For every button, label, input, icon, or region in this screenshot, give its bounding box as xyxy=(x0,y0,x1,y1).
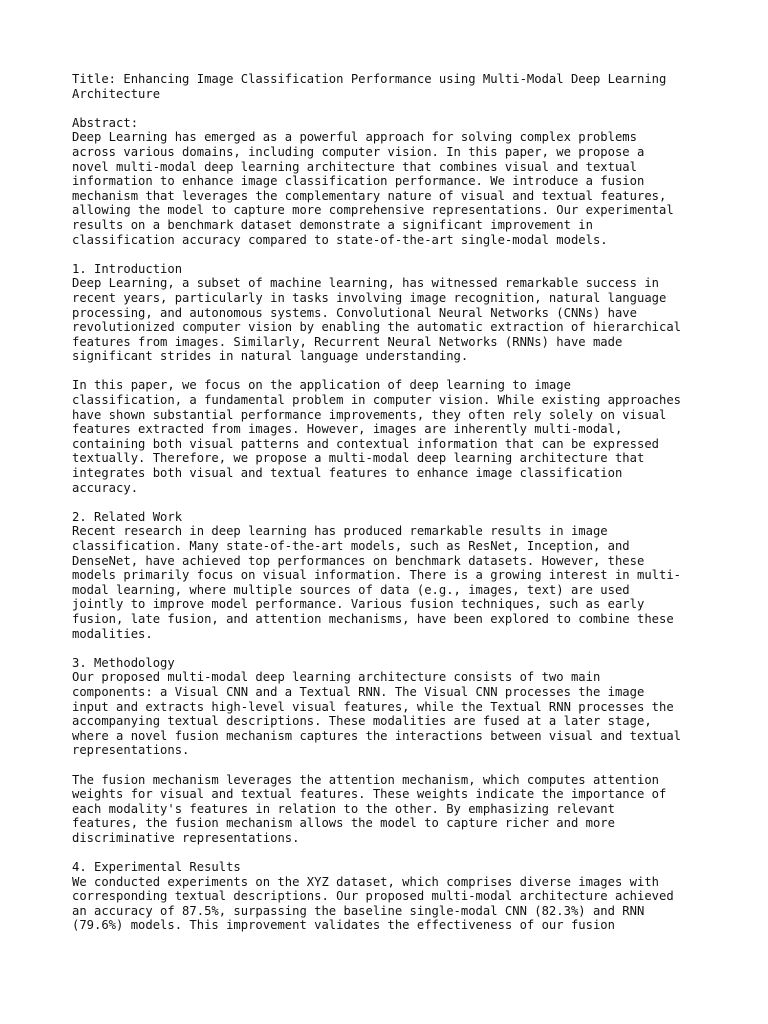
introduction-line: containing both visual patterns and contextual information that can be expressed xyxy=(72,436,659,451)
document-page xyxy=(72,72,712,948)
methodology-line: accompanying textual descriptions. These modalities are fused at a later stage, xyxy=(72,714,652,729)
methodology-line: The fusion mechanism leverages the attention mechanism, which computes attention xyxy=(72,772,659,787)
related-work-line: Recent research in deep learning has produced remarkable results in image xyxy=(72,524,608,539)
methodology-section xyxy=(72,656,712,758)
introduction-line: textually. Therefore, we propose a multi-modal deep learning architecture that xyxy=(72,451,645,466)
methodology-line: input and extracts high-level visual features, while the Textual RNN processes the xyxy=(72,699,674,714)
abstract-line: across various domains, including computer vision. In this paper, we propose a xyxy=(72,144,645,159)
paper-title xyxy=(72,72,712,101)
related-work-line: classification. Many state-of-the-art models, such as ResNet, Inception, and xyxy=(72,539,630,553)
related-work-line: DenseNet, have achieved top performances on benchmark datasets. However, these xyxy=(72,553,645,568)
related-work-line: modal learning, where multiple sources of data (e.g., images, text) are used xyxy=(72,582,630,597)
introduction-line: classification, a fundamental problem in computer vision. While existing approaches xyxy=(72,393,682,408)
introduction-line: have shown substantial performance improvements, they often rely solely on visual xyxy=(72,407,667,422)
introduction-line: significant strides in natural language understanding. xyxy=(72,349,469,364)
related-work-heading: 2. Related Work xyxy=(72,509,183,524)
introduction-heading: 1. Introduction xyxy=(72,261,183,276)
title-line: Architecture xyxy=(72,86,161,101)
results-line: an accuracy of 87.5%, surpassing the baseline single-modal CNN (82.3%) and RNN xyxy=(72,903,645,918)
title-line: Title: Enhancing Image Classification Performance using Multi-Modal Deep Learning xyxy=(72,72,667,86)
methodology-heading: 3. Methodology xyxy=(72,655,175,670)
methodology-line: discriminative representations. xyxy=(72,830,300,845)
methodology-line: components: a Visual CNN and a Textual RNN. The Visual CNN processes the image xyxy=(72,684,645,699)
introduction-line: processing, and autonomous systems. Convolutional Neural Networks (CNNs) have xyxy=(72,305,637,320)
introduction-line: features from images. Similarly, Recurrent Neural Networks (RNNs) have made xyxy=(72,334,623,349)
abstract-heading: Abstract: xyxy=(72,115,139,130)
abstract-line: novel multi-modal deep learning architecture that combines visual and textual xyxy=(72,159,637,174)
methodology-line: where a novel fusion mechanism captures the interactions between visual and textual xyxy=(72,728,682,743)
introduction-line: integrates both visual and textual features to enhance image classification xyxy=(72,466,623,481)
results-line: We conducted experiments on the XYZ dataset, which comprises diverse images with xyxy=(72,874,659,889)
introduction-line: features extracted from images. However, images are inherently multi-modal, xyxy=(72,422,623,437)
methodology-line: features, the fusion mechanism allows the model to capture richer and more xyxy=(72,816,615,831)
methodology-line: representations. xyxy=(72,743,190,758)
related-work-line: fusion, late fusion, and attention mechanisms, have been explored to combine these xyxy=(72,611,674,626)
abstract-line: allowing the model to capture more comprehensive representations. Our experimental xyxy=(72,203,674,218)
results-line: corresponding textual descriptions. Our proposed multi-modal architecture achieved xyxy=(72,889,674,904)
related-work-line: modalities. xyxy=(72,626,153,641)
introduction-paragraph-2 xyxy=(72,378,712,495)
related-work-line: jointly to improve model performance. Various fusion techniques, such as early xyxy=(72,597,645,612)
results-line: (79.6%) models. This improvement validates the effectiveness of our fusion xyxy=(72,918,615,933)
abstract-line: Deep Learning has emerged as a powerful approach for solving complex problems xyxy=(72,130,637,145)
related-work-section xyxy=(72,510,712,641)
introduction-line: In this paper, we focus on the application of deep learning to image xyxy=(72,378,571,393)
introduction-line: revolutionized computer vision by enabling the automatic extraction of hierarchical xyxy=(72,320,682,335)
introduction-section xyxy=(72,262,712,364)
introduction-line: Deep Learning, a subset of machine learning, has witnessed remarkable success in xyxy=(72,276,659,291)
abstract-line: results on a benchmark dataset demonstrate a significant improvement in xyxy=(72,217,593,232)
results-section xyxy=(72,860,712,933)
abstract-section xyxy=(72,116,712,247)
methodology-line: Our proposed multi-modal deep learning architecture consists of two main xyxy=(72,670,601,685)
methodology-line: weights for visual and textual features. These weights indicate the importance of xyxy=(72,787,667,802)
introduction-line: recent years, particularly in tasks involving image recognition, natural language xyxy=(72,290,667,305)
methodology-paragraph-2 xyxy=(72,773,712,846)
abstract-line: mechanism that leverages the complementary nature of visual and textual features, xyxy=(72,188,667,203)
abstract-line: classification accuracy compared to state-of-the-art single-modal models. xyxy=(72,232,608,247)
abstract-line: information to enhance image classification performance. We introduce a fusion xyxy=(72,174,645,189)
results-heading: 4. Experimental Results xyxy=(72,860,241,875)
introduction-line: accuracy. xyxy=(72,480,139,495)
methodology-line: each modality's features in relation to the other. By emphasizing relevant xyxy=(72,801,615,816)
related-work-line: models primarily focus on visual information. There is a growing interest in multi- xyxy=(72,568,682,583)
